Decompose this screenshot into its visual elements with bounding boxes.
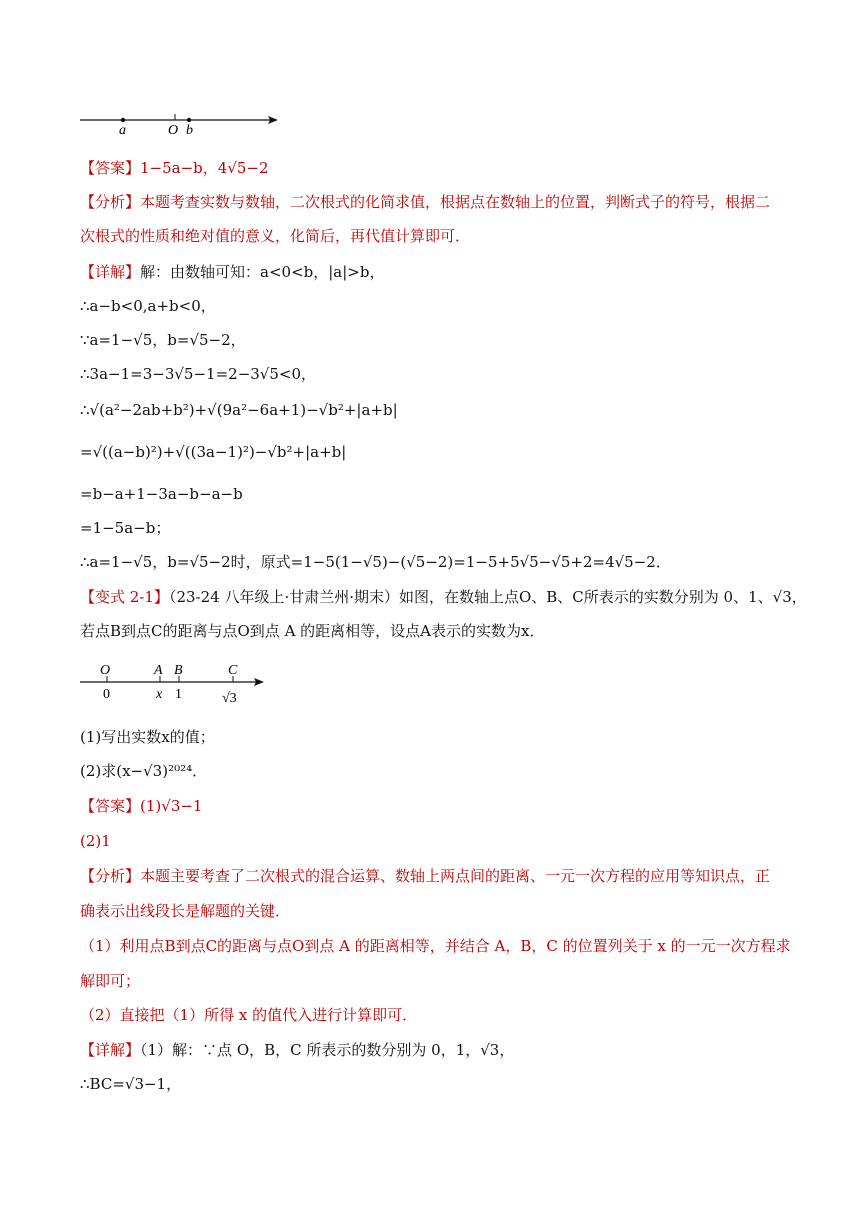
- number-line-1: [78, 108, 288, 138]
- analysis-text-1: 本题考查实数与数轴，二次根式的化简求值，根据点在数轴上的位置，判断式子的符号，根据二: [140, 193, 771, 211]
- point-label-b: b: [186, 123, 193, 138]
- detail-text-5: ∴√(a²−2ab+b²)+√(9a²−6a+1)−√b²+|a+b|: [80, 401, 398, 419]
- analysis-tag: 【分析】: [80, 193, 141, 211]
- answer-text-3: (2)1: [80, 832, 111, 850]
- analysis-text-2: 次根式的性质和绝对值的意义，化简后，再代值计算即可．: [80, 227, 471, 245]
- bottom-label-x: x: [156, 687, 163, 702]
- bottom-label-0: 0: [103, 687, 110, 702]
- analysis-tag-2: 【分析】: [80, 867, 141, 885]
- analysis-line-2: [80, 866, 770, 886]
- detail-tag-2: 【详解】: [80, 1041, 141, 1059]
- point-label-a: a: [119, 123, 126, 138]
- detail-text-3: ∵a=1−√5，b=√5−2，: [80, 331, 246, 349]
- analysis-text-3: 本题主要考查了二次根式的混合运算、数轴上两点间的距离、一元一次方程的应用等知识点，正: [140, 867, 771, 885]
- answer-text: 1−5a−b，4√5−2: [140, 159, 269, 177]
- question-1: (1)写出实数x的值；: [80, 728, 215, 746]
- number-line-2: [78, 656, 278, 706]
- answer-tag: 【答案】: [80, 159, 141, 177]
- bottom-label-sqrt3: √3: [222, 691, 237, 706]
- top-label-c: C: [228, 663, 238, 678]
- analysis-line-1: [80, 192, 770, 212]
- answer-tag-2: 【答案】: [80, 797, 141, 815]
- analysis-text-4: 确表示出线段长是解题的关键．: [80, 902, 291, 920]
- answer-line-2: [80, 796, 202, 816]
- detail-text-1: 解：由数轴可知：a<0<b，|a|>b，: [140, 263, 385, 281]
- question-2: (2)求(x−√3)²⁰²⁴．: [80, 762, 208, 780]
- variant-tag: 【变式 2-1】: [80, 588, 169, 606]
- detail-text-8: =1−5a−b；: [80, 519, 171, 537]
- top-label-b: B: [174, 663, 183, 678]
- analysis-text-6: 解即可；: [80, 972, 141, 990]
- answer-line-1: [80, 158, 269, 178]
- detail-text-10: （1）解：∵点 O，B，C 所表示的数分别为 0，1，√3，: [140, 1041, 515, 1059]
- detail-tag: 【详解】: [80, 263, 141, 281]
- top-label-o: O: [100, 663, 111, 678]
- answer-text-2: (1)√3−1: [140, 797, 203, 815]
- bottom-label-1: 1: [175, 687, 182, 702]
- detail-text-4: ∴3a−1=3−3√5−1=2−3√5<0，: [80, 365, 317, 383]
- analysis-text-7: （2）直接把（1）所得 x 的值代入进行计算即可．: [80, 1006, 418, 1024]
- variant-heading: [80, 587, 807, 607]
- variant-text-2: 若点B到点C的距离与点O到点 A 的距离相等，设点A表示的实数为x．: [80, 622, 545, 640]
- analysis-text-5: （1）利用点B到点C的距离与点O到点 A 的距离相等，并结合 A，B，C 的位置列关于 x 的一元一次方程求: [80, 937, 791, 955]
- detail-text-6: =√((a−b)²)+√((3a−1)²)−√b²+|a+b|: [80, 443, 347, 461]
- detail-text-11: ∴BC=√3−1，: [80, 1075, 182, 1093]
- point-label-o: O: [168, 123, 179, 138]
- detail-line-1: [80, 262, 384, 282]
- variant-text-1: （23-24 八年级上·甘肃兰州·期末）如图，在数轴上点O、B、C所表示的实数分别为 0、1、√3，: [168, 588, 807, 606]
- detail-text-9: ∴a=1−√5，b=√5−2时，原式=1−5(1−√5)−(√5−2)=1−5+5√5−√5+2=4√5−2．: [80, 553, 671, 571]
- top-label-a: A: [154, 663, 163, 678]
- detail-line-2: [80, 1040, 514, 1060]
- detail-text-7: =b−a+1−3a−b−a−b: [80, 485, 243, 503]
- detail-text-2: ∴a−b<0,a+b<0，: [80, 297, 216, 315]
